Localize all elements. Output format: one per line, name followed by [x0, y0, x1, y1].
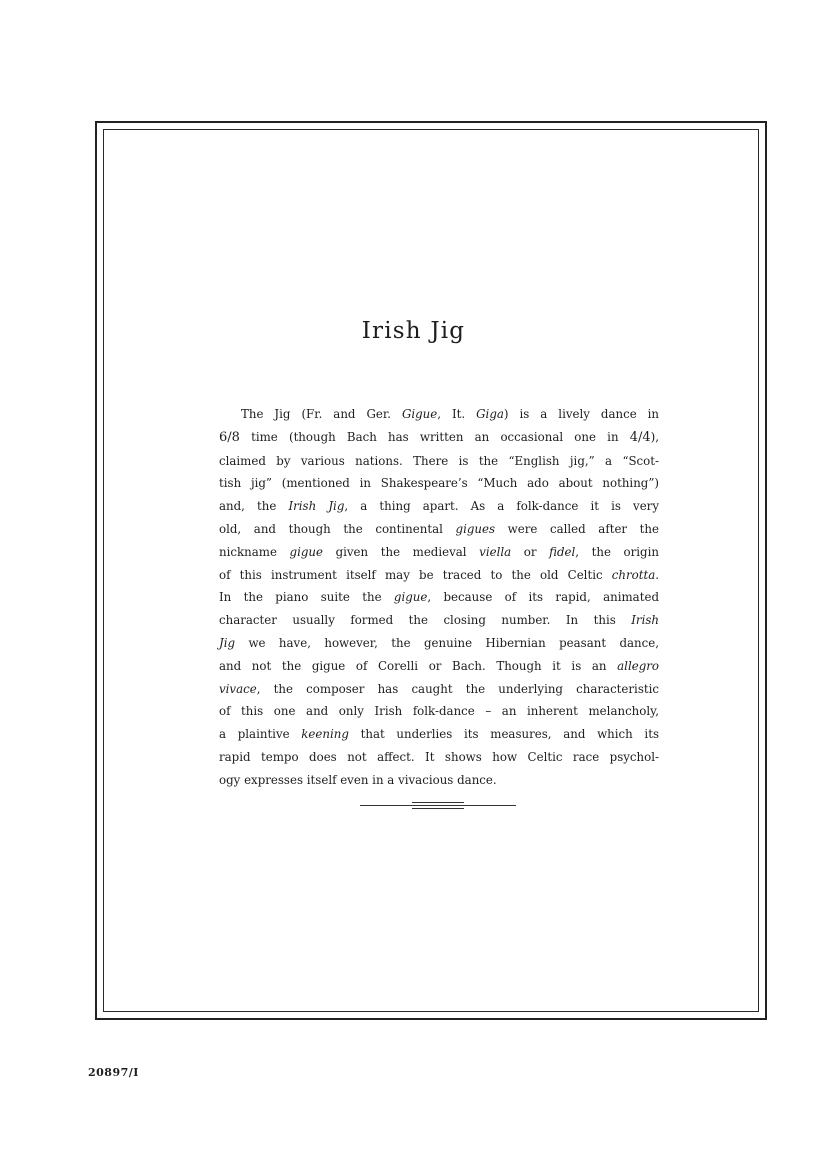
ornamental-divider	[360, 800, 516, 812]
italic-term: fidel	[549, 544, 576, 559]
text-line: of this instrument itself may be traced to the old Celtic chrotta.	[219, 567, 659, 582]
time-signature: 4/4	[629, 429, 651, 445]
italic-term: Irish Jig	[288, 499, 345, 514]
text-line: tish jig” (mentioned in Shakespeare’s “Much ado about nothing”)	[219, 476, 659, 491]
italic-term: Gigue	[401, 407, 438, 421]
italic-term: vivace	[219, 681, 257, 696]
italic-term: Irish	[631, 613, 659, 628]
italic-term: viella	[479, 544, 512, 559]
text-line: The Jig (Fr. and Ger. Gigue, It. Giga) is a lively dance in	[241, 407, 660, 421]
text-line: and not the gigue of Corelli or Bach. Though it is an allegro	[219, 658, 659, 673]
text-line: 6/8 time (though Bach has written an occasional one in 4/4),	[219, 429, 659, 445]
page-title: Irish Jig	[361, 318, 466, 344]
text-line: In the piano suite the gigue, because of its rapid, animated	[219, 590, 659, 605]
italic-term: gigues	[455, 521, 496, 536]
text-line: character usually formed the closing number. In this Irish	[219, 613, 659, 628]
text-line: of this one and only Irish folk-dance – an inherent melancholy,	[219, 704, 659, 719]
italic-term: gigue	[289, 544, 323, 559]
text-line: vivace, the composer has caught the underlying characteristic	[219, 681, 659, 696]
text-line: ogy expresses itself even in a vivacious dance.	[219, 772, 497, 787]
text-line: and, the Irish Jig, a thing apart. As a folk-dance it is very	[219, 499, 659, 514]
text-line: Jig we have, however, the genuine Hibernian peasant dance,	[219, 635, 659, 650]
text-line: claimed by various nations. There is the “English jig,” a “Scot-	[219, 453, 659, 468]
italic-term: Jig	[219, 635, 236, 650]
text-line: a plaintive keening that underlies its measures, and which its	[219, 727, 660, 742]
text-line: nickname gigue given the medieval viella or fidel, the origin	[219, 544, 659, 559]
italic-term: keening	[301, 727, 349, 742]
italic-term: gigue	[393, 590, 428, 605]
text-line: rapid tempo does not affect. It shows how Celtic race psychol-	[219, 749, 659, 764]
text-line: old, and though the continental gigues were called after the	[219, 521, 660, 536]
plate-number: 20897/I	[88, 1066, 139, 1079]
italic-term: allegro	[617, 658, 659, 673]
body-paragraph	[219, 403, 659, 792]
time-signature: 6/8	[219, 429, 240, 445]
italic-term: Giga	[476, 407, 504, 421]
italic-term: chrotta	[611, 567, 656, 582]
